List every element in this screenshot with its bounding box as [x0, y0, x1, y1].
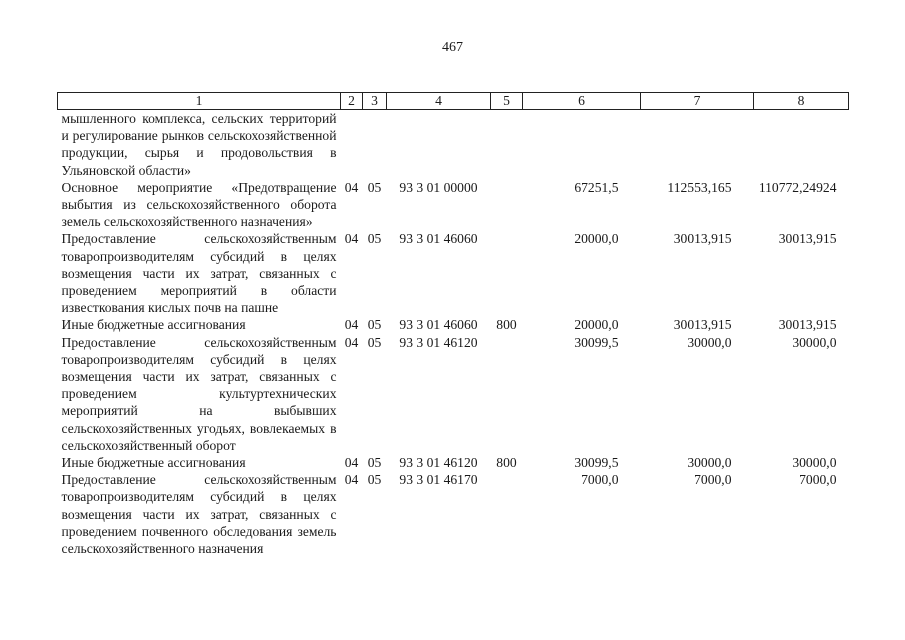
header-row	[58, 93, 849, 110]
row-name: Предоставление сельскохозяйственным товаропроизводителям субсидий в целях возмещения части их затрат, связанных с проведением почвенного обследования земель сельскохозяйственного назначения	[61, 472, 337, 557]
table-row	[58, 179, 849, 231]
table-row	[58, 471, 849, 557]
row-section: 04	[344, 472, 359, 488]
row-expense-type	[491, 110, 523, 179]
row-target-code: 93 3 01 46060	[399, 317, 478, 333]
row-amount-8: 7000,0	[799, 472, 837, 488]
table-row	[58, 316, 849, 333]
row-amount-6: 30099,5	[574, 455, 619, 471]
row-amount-7: 30013,915	[673, 231, 732, 247]
row-amount-6: 20000,0	[574, 231, 619, 247]
row-expense-type: 800	[496, 317, 517, 333]
row-name: мышленного комплекса, сельских территорий и регулирование рынков сельскохозяйственной продукции, сырья и продовольствия в Ульяновской области»	[61, 111, 337, 178]
row-section: 04	[344, 317, 359, 333]
row-subsection: 05	[367, 455, 382, 471]
row-amount-6: 20000,0	[574, 317, 619, 333]
header-col-5: 5	[491, 93, 523, 110]
row-name: Основное мероприятие «Предотвращение выбытия из сельскохозяйственного оборота земель сельскохозяйственного назначения»	[61, 179, 337, 230]
row-section	[341, 110, 363, 179]
budget-table	[57, 92, 849, 557]
row-subsection: 05	[367, 231, 382, 247]
row-name: Иные бюджетные ассигнования	[61, 317, 246, 333]
row-amount-7: 30000,0	[687, 455, 732, 471]
row-amount-8	[754, 110, 849, 179]
table-row	[58, 454, 849, 471]
row-subsection	[363, 110, 387, 179]
header-col-7: 7	[641, 93, 754, 110]
header-col-3: 3	[363, 93, 387, 110]
table-row	[58, 230, 849, 316]
row-subsection: 05	[367, 334, 382, 350]
row-name: Предоставление сельскохозяйственным товаропроизводителям субсидий в целях возмещения части их затрат, связанных с проведением мероприятий в области известкования кислых почв на пашне	[61, 231, 337, 316]
row-expense-type	[491, 471, 523, 557]
row-amount-8: 30000,0	[792, 455, 837, 471]
row-section: 04	[344, 455, 359, 471]
row-amount-6: 7000,0	[581, 472, 619, 488]
row-target-code: 93 3 01 46170	[399, 472, 478, 488]
row-amount-8: 30000,0	[792, 334, 837, 350]
row-target-code: 93 3 01 00000	[399, 179, 478, 195]
row-expense-type: 800	[496, 455, 517, 471]
page-number: 467	[442, 40, 463, 55]
row-expense-type	[491, 179, 523, 231]
row-amount-8: 30013,915	[778, 317, 837, 333]
row-amount-8: 110772,24924	[758, 179, 837, 195]
row-target-code: 93 3 01 46060	[399, 231, 478, 247]
row-section: 04	[344, 334, 359, 350]
row-name: Иные бюджетные ассигнования	[61, 455, 246, 471]
header-col-6: 6	[523, 93, 641, 110]
row-target-code: 93 3 01 46120	[399, 334, 478, 350]
header-col-2: 2	[341, 93, 363, 110]
row-amount-6: 30099,5	[574, 334, 619, 350]
row-expense-type	[491, 334, 523, 454]
row-amount-6: 67251,5	[574, 179, 619, 195]
row-expense-type	[491, 230, 523, 316]
row-amount-6	[523, 110, 641, 179]
row-name: Предоставление сельскохозяйственным товаропроизводителям субсидий в целях возмещения части их затрат, связанных с проведением культуртехнических мероприятий на выбывших сельскохозяйственных угодьях, вовлекаемых в сельскохозяйственный оборот	[61, 334, 337, 453]
table-row	[58, 110, 849, 179]
row-amount-7	[641, 110, 754, 179]
header-col-8: 8	[754, 93, 849, 110]
row-section: 04	[344, 231, 359, 247]
header-col-1: 1	[58, 93, 341, 110]
row-subsection: 05	[367, 317, 382, 333]
row-subsection: 05	[367, 472, 382, 488]
row-target-code: 93 3 01 46120	[399, 455, 478, 471]
row-amount-7: 112553,165	[667, 179, 732, 195]
table-row	[58, 334, 849, 454]
row-subsection: 05	[367, 179, 382, 195]
row-amount-8: 30013,915	[778, 231, 837, 247]
row-amount-7: 7000,0	[694, 472, 732, 488]
row-amount-7: 30013,915	[673, 317, 732, 333]
row-section: 04	[344, 179, 359, 195]
row-amount-7: 30000,0	[687, 334, 732, 350]
header-col-4: 4	[387, 93, 491, 110]
row-target-code	[387, 110, 491, 179]
